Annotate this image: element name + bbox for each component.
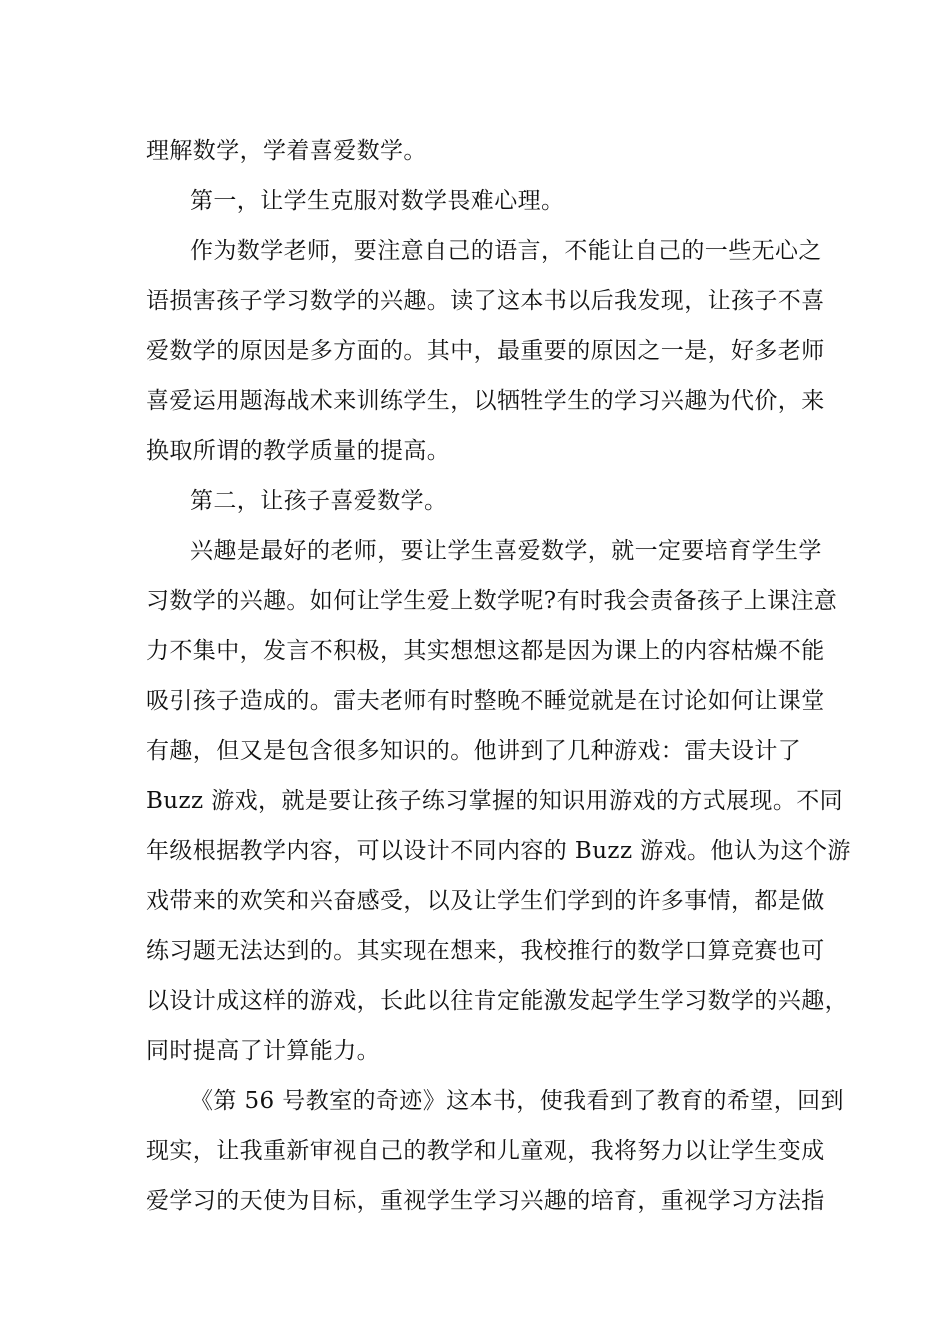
- text-line: 兴趣是最好的老师，要让学生喜爱数学，就一定要培育学生学: [190, 538, 822, 564]
- text-line: 作为数学老师，要注意自己的语言，不能让自己的一些无心之: [190, 238, 822, 264]
- text-line: 练习题无法达到的。其实现在想来，我校推行的数学口算竞赛也可: [146, 938, 825, 964]
- text-line: 同时提高了计算能力。: [146, 1038, 380, 1064]
- text-line: 习数学的兴趣。如何让学生爱上数学呢?有时我会责备孩子上课注意: [146, 588, 838, 614]
- text-line: 年级根据教学内容，可以设计不同内容的 Buzz 游戏。他认为这个游: [146, 838, 851, 864]
- text-line: 戏带来的欢笑和兴奋感受，以及让学生们学到的许多事情，都是做: [146, 888, 825, 914]
- text-line: 以设计成这样的游戏，长此以往肯定能激发起学生学习数学的兴趣，: [146, 988, 848, 1014]
- text-line: 第一，让学生克服对数学畏难心理。: [190, 188, 565, 214]
- text-line: 有趣，但又是包含很多知识的。他讲到了几种游戏：雷夫设计了: [146, 738, 802, 764]
- text-line: 爱学习的天使为目标，重视学生学习兴趣的培育，重视学习方法指: [146, 1188, 825, 1214]
- text-line: 语损害孩子学习数学的兴趣。读了这本书以后我发现，让孩子不喜: [146, 288, 825, 314]
- text-line: 现实，让我重新审视自己的教学和儿童观，我将努力以让学生变成: [146, 1138, 825, 1164]
- text-line: 换取所谓的教学质量的提高。: [146, 438, 451, 464]
- text-line: 力不集中，发言不积极，其实想想这都是因为课上的内容枯燥不能: [146, 638, 825, 664]
- text-line: 《第 56 号教室的奇迹》这本书，使我看到了教育的希望，回到: [190, 1088, 844, 1114]
- text-line: Buzz 游戏，就是要让孩子练习掌握的知识用游戏的方式展现。不同: [146, 788, 844, 814]
- text-line: 理解数学，学着喜爱数学。: [146, 138, 427, 164]
- text-line: 第二，让孩子喜爱数学。: [190, 488, 448, 514]
- text-line: 爱数学的原因是多方面的。其中，最重要的原因之一是，好多老师: [146, 338, 825, 364]
- text-line: 吸引孩子造成的。雷夫老师有时整晚不睡觉就是在讨论如何让课堂: [146, 688, 825, 714]
- text-line: 喜爱运用题海战术来训练学生，以牺牲学生的学习兴趣为代价，来: [146, 388, 825, 414]
